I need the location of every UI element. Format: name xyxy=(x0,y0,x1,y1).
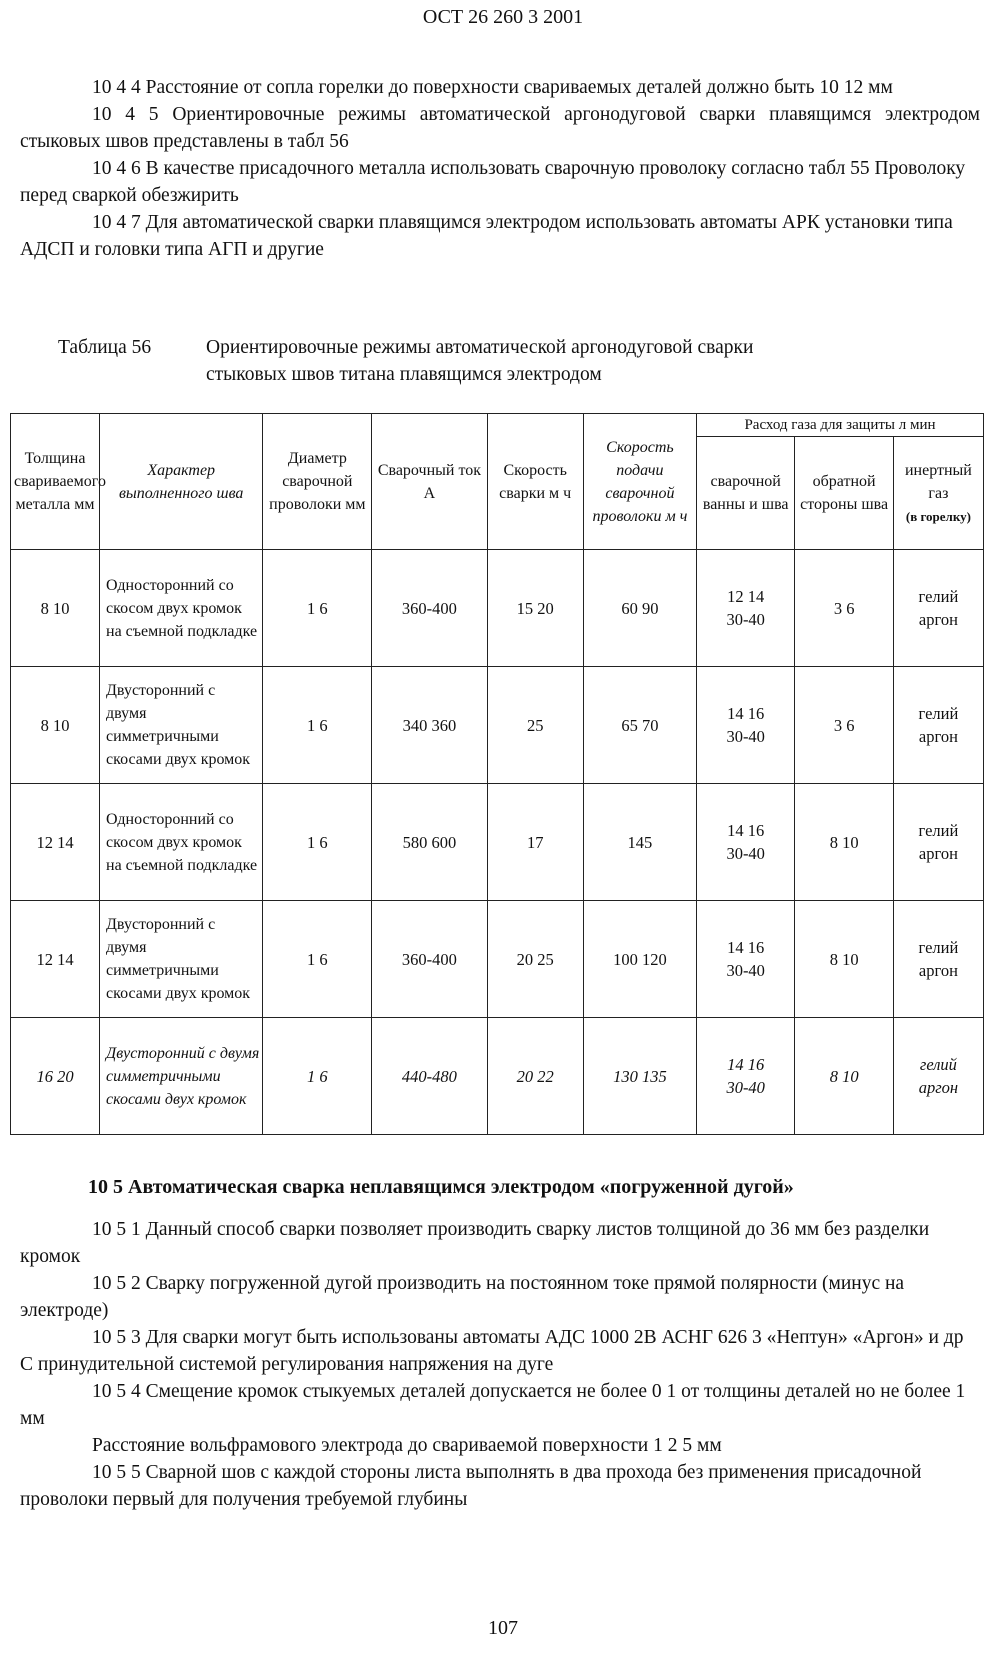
cell-gas-back: 8 10 xyxy=(795,901,893,1018)
paragraph-10-4-4: 10 4 4 Расстояние от сопла горелки до поверхности свариваемых деталей должно быть 10 12 мм xyxy=(92,77,893,98)
cell-gas-bath-2: 30-40 xyxy=(726,610,765,629)
top-paragraphs xyxy=(20,74,980,263)
cell-seam: Двусторонний с двумя симметричными скосами двух кромок xyxy=(100,901,263,1018)
cell-gas-inert-2: аргон xyxy=(918,727,958,746)
cell-speed: 20 25 xyxy=(487,901,583,1018)
cell-speed: 17 xyxy=(487,784,583,901)
cell-thickness: 8 10 xyxy=(11,667,100,784)
cell-gas-inert-1: гелий xyxy=(918,938,959,957)
paragraph-10-5-4: 10 5 4 Смещение кромок стыкуемых деталей допускается не более 0 1 от толщины деталей но не более 1 мм xyxy=(20,1381,966,1429)
cell-gas-inert-1: гелий xyxy=(918,821,959,840)
cell-speed: 25 xyxy=(487,667,583,784)
cell-gas-inert-1: гелий xyxy=(918,587,959,606)
cell-gas-bath xyxy=(696,550,794,667)
cell-gas-bath-2: 30-40 xyxy=(726,844,765,863)
cell-feed: 60 90 xyxy=(583,550,696,667)
header-gas-inert-note: (в горелку) xyxy=(905,508,971,524)
table-row xyxy=(11,667,984,784)
cell-gas-bath-1: 14 16 xyxy=(727,704,765,723)
cell-wire: 1 6 xyxy=(263,901,372,1018)
cell-feed: 100 120 xyxy=(583,901,696,1018)
cell-gas-inert xyxy=(893,1018,983,1135)
header-seam: Характер выполненного шва xyxy=(100,414,263,550)
cell-current: 360-400 xyxy=(372,550,487,667)
document-header: ОСТ 26 260 3 2001 xyxy=(422,6,584,28)
cell-gas-inert-2: аргон xyxy=(918,844,958,863)
cell-seam: Двусторонний с двумя симметричными скосами двух кромок xyxy=(100,667,263,784)
cell-gas-inert-2: аргон xyxy=(918,610,958,629)
table-title-line1: Ориентировочные режимы автоматической аргонодуговой сварки xyxy=(206,337,754,358)
table-title-line2: стыковых швов титана плавящимся электродом xyxy=(206,364,602,385)
paragraph-10-5-1: 10 5 1 Данный способ сварки позволяет производить сварку листов толщиной до 36 мм без разделки кромок xyxy=(20,1219,930,1267)
welding-modes-table xyxy=(10,413,984,1135)
section-title: 10 5 Автоматическая сварка неплавящимся электродом «погруженной дугой» xyxy=(88,1176,794,1198)
paragraph-10-4-7: 10 4 7 Для автоматической сварки плавящимся электродом использовать автоматы АРК установки типа АДСП и головки типа АГП и другие xyxy=(20,212,953,260)
cell-gas-bath-1: 14 16 xyxy=(727,1055,765,1074)
cell-gas-bath xyxy=(696,901,794,1018)
header-gas-inert-label: инертный газ xyxy=(904,461,972,502)
cell-feed: 130 135 xyxy=(583,1018,696,1135)
paragraph-10-4-6: 10 4 6 В качестве присадочного металла использовать сварочную проволоку согласно табл 55 Проволоку перед сваркой обезжирить xyxy=(20,158,966,206)
cell-gas-back: 8 10 xyxy=(795,1018,893,1135)
header-thickness: Толщина свариваемого металла мм xyxy=(11,414,100,550)
header-gas-inert xyxy=(893,437,983,550)
cell-gas-bath xyxy=(696,1018,794,1135)
cell-gas-inert-2: аргон xyxy=(918,961,958,980)
table-caption xyxy=(58,334,958,388)
table-row xyxy=(11,550,984,667)
header-current: Сварочный ток А xyxy=(372,414,487,550)
cell-gas-inert-1: гелий xyxy=(918,704,959,723)
cell-gas-back: 3 6 xyxy=(795,550,893,667)
cell-feed: 65 70 xyxy=(583,667,696,784)
paragraph-electrode-distance: Расстояние вольфрамового электрода до свариваемой поверхности 1 2 5 мм xyxy=(92,1435,722,1456)
cell-seam: Односторонний со скосом двух кромок на съемной подкладке xyxy=(100,784,263,901)
header-gas-consumption: Расход газа для защиты л мин xyxy=(696,414,983,437)
header-gas-back: обратной стороны шва xyxy=(795,437,893,550)
cell-gas-bath-2: 30-40 xyxy=(726,727,765,746)
cell-gas-back: 8 10 xyxy=(795,784,893,901)
cell-gas-inert xyxy=(893,550,983,667)
table-row xyxy=(11,784,984,901)
bottom-paragraphs xyxy=(20,1216,980,1513)
paragraph-10-5-5: 10 5 5 Сварной шов с каждой стороны листа выполнять в два прохода без применения присадочной проволоки первый для получения требуемой глубины xyxy=(20,1462,922,1510)
cell-gas-bath-1: 14 16 xyxy=(727,938,765,957)
cell-seam: Односторонний со скосом двух кромок на съемной подкладке xyxy=(100,550,263,667)
cell-seam: Двусторонний с двумя симметричными скосами двух кромок xyxy=(100,1018,263,1135)
cell-thickness: 16 20 xyxy=(11,1018,100,1135)
table-row xyxy=(11,1018,984,1135)
cell-gas-bath-1: 12 14 xyxy=(727,587,765,606)
cell-gas-inert xyxy=(893,667,983,784)
cell-gas-bath xyxy=(696,784,794,901)
paragraph-10-4-5: 10 4 5 Ориентировочные режимы автоматической аргонодуговой сварки плавящимся электродом стыковых швов представлены в табл 56 xyxy=(20,104,980,152)
cell-current: 580 600 xyxy=(372,784,487,901)
cell-speed: 20 22 xyxy=(487,1018,583,1135)
cell-current: 440-480 xyxy=(372,1018,487,1135)
cell-feed: 145 xyxy=(583,784,696,901)
cell-wire: 1 6 xyxy=(263,1018,372,1135)
cell-gas-inert-2: аргон xyxy=(918,1078,959,1097)
cell-gas-bath-2: 30-40 xyxy=(726,961,765,980)
cell-gas-back: 3 6 xyxy=(795,667,893,784)
paragraph-10-5-3: 10 5 3 Для сварки могут быть использованы автоматы АДС 1000 2В АСНГ 626 3 «Нептун» «Аргон» и др С принудительной системой регулирования напряжения на дуге xyxy=(20,1327,964,1375)
cell-wire: 1 6 xyxy=(263,784,372,901)
cell-wire: 1 6 xyxy=(263,667,372,784)
cell-current: 340 360 xyxy=(372,667,487,784)
table-label: Таблица 56 xyxy=(58,337,152,358)
header-speed: Скорость сварки м ч xyxy=(487,414,583,550)
cell-gas-inert-1: гелий xyxy=(919,1055,957,1074)
header-wire-diameter: Диаметр сварочной проволоки мм xyxy=(263,414,372,550)
page-number: 107 xyxy=(488,1617,518,1639)
cell-speed: 15 20 xyxy=(487,550,583,667)
cell-thickness: 12 14 xyxy=(11,901,100,1018)
cell-gas-bath-2: 30-40 xyxy=(726,1078,765,1097)
header-gas-bath: сварочной ванны и шва xyxy=(696,437,794,550)
cell-thickness: 12 14 xyxy=(11,784,100,901)
cell-gas-bath xyxy=(696,667,794,784)
paragraph-10-5-2: 10 5 2 Сварку погруженной дугой производить на постоянном токе прямой полярности (минус на электроде) xyxy=(20,1273,905,1321)
cell-gas-inert xyxy=(893,901,983,1018)
cell-gas-inert xyxy=(893,784,983,901)
cell-thickness: 8 10 xyxy=(11,550,100,667)
cell-gas-bath-1: 14 16 xyxy=(727,821,765,840)
cell-current: 360-400 xyxy=(372,901,487,1018)
header-feed-speed: Скорость подачи сварочной проволоки м ч xyxy=(583,414,696,550)
table-row xyxy=(11,901,984,1018)
cell-wire: 1 6 xyxy=(263,550,372,667)
